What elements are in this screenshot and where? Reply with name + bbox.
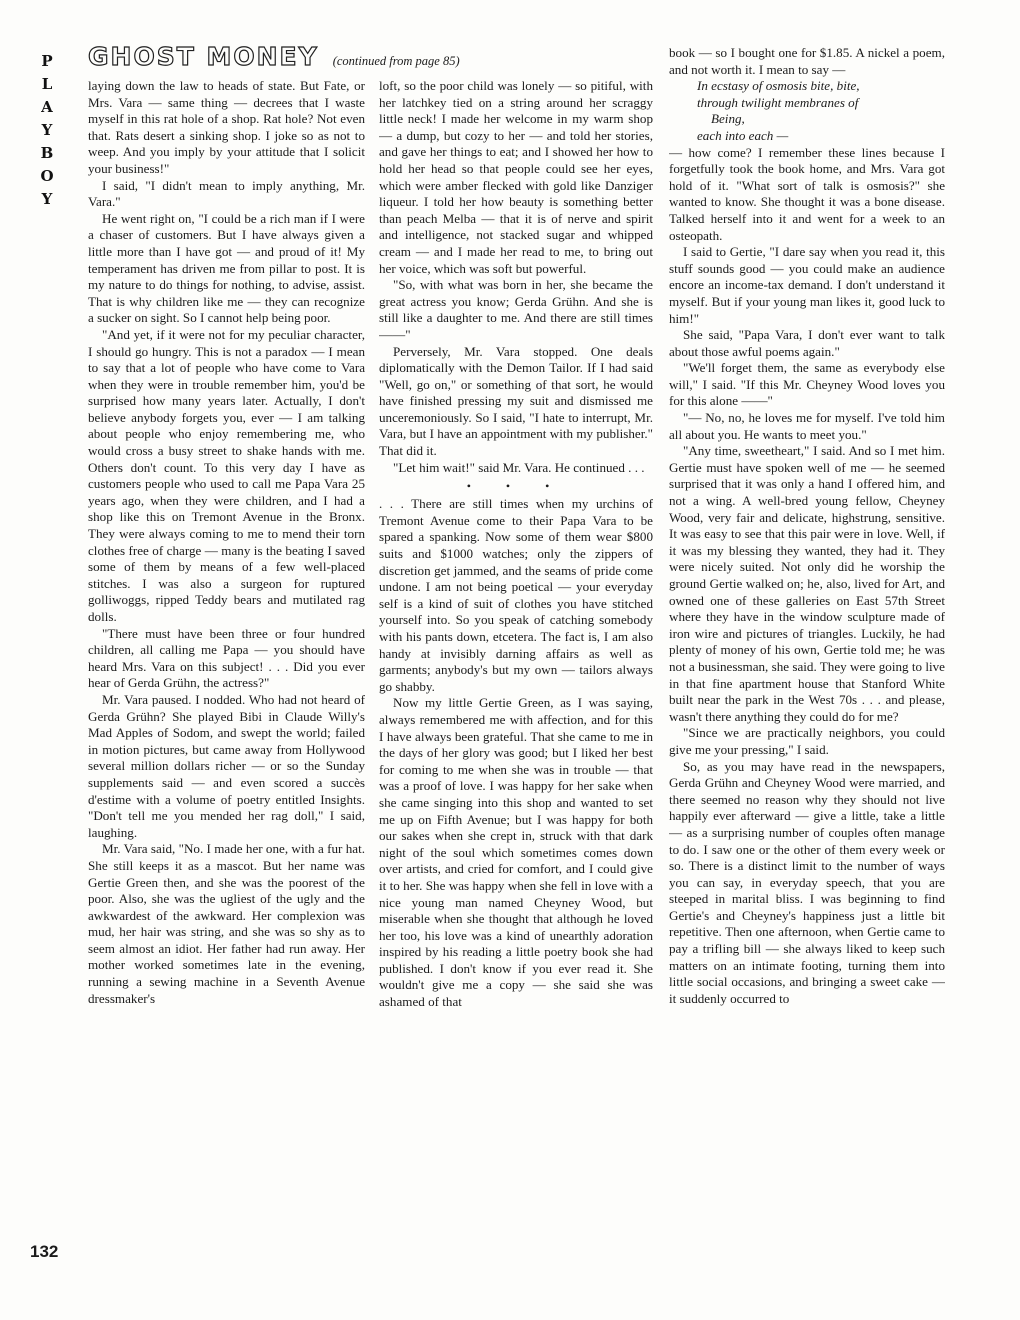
page-number: 132	[30, 1242, 59, 1261]
column-2	[379, 78, 653, 1293]
magazine-name-vertical	[36, 50, 58, 211]
paragraph: "Let him wait!" said Mr. Vara. He continued . . .	[393, 459, 645, 475]
magazine-letter: Y	[41, 190, 53, 208]
paragraph: Perversely, Mr. Vara stopped. One deals diplomatically with the Demon Tailor. If I had said "Well, go on," or something of that sort, he would have finished pressing my suit and dismissed me unceremoniously. So I said, "I hate to interrupt, Mr. Vara, but I have an appointment with my publisher." That did it.	[379, 343, 653, 459]
magazine-letter: A	[41, 98, 53, 116]
paragraph: I said to Gertie, "I dare say when you read it, this stuff sounds good — you could make an audience encore an income-tax demand. I don't understand it myself. But if your young man likes it, good luck to him!"	[669, 244, 945, 326]
paragraph: "— No, no, he loves me for myself. I've told him all about you. He wants to meet you."	[669, 410, 945, 442]
poem-quote	[669, 78, 945, 144]
paragraph: — how come? I remember these lines because I forgetfully took the book home, and Mrs. Vara got hold of it. "What sort of talk is osmosis?" she wanted to know. She thought it was a bone disease. Talked herself into it and went for a week to an osteopath.	[669, 144, 945, 243]
paragraph: book — so I bought one for $1.85. A nickel a poem, and not worth it. I mean to say —	[669, 45, 945, 77]
paragraph: I said, "I didn't mean to imply anything, Mr. Vara."	[88, 177, 365, 210]
paragraph: laying down the law to heads of state. But Fate, or Mrs. Vara — same thing — decrees that I waste myself in this rat hole of a shop. Rat hole? Not even that. Rats desert a sinking shop. I joke so as not to weep. And you imply by your attitude that I solicit your business!"	[88, 78, 365, 176]
section-break: • • •	[466, 479, 566, 494]
article-header	[88, 42, 460, 76]
paragraph: She said, "Papa Vara, I don't ever want to talk about those awful poems again."	[669, 327, 945, 359]
paragraph: "And yet, if it were not for my peculiar character, I should go hungry. This is not a paradox — I mean to say that a lot of people who have come to Vara when they were in trouble remember him, you'd be surprised how many years later. Actually, I don't believe anybody forgets you, ever — I am talking about people who enjoy remembering me, who would cross a busy street to shake hands with me. Others don't count. To this very day I have as customers people who used to call me Papa Vara 25 years ago, when they were children, and I had a shop like this on Tremont Avenue in the Bronx. They were always coming to me to mend their torn clothes free of charge — many is the beating I saved some of them by means of a few well-placed stitches. I was also a surgeon for ruptured golliwoggs, ripped Teddy bears and mutilated rag dolls.	[88, 326, 365, 624]
paragraph: Mr. Vara said, "No. I made her one, with a fur hat. She still keeps it as a mascot. But her name was Gertie Green then, and she was the poorest of the poor. Also, she was the ugliest of the ugly and the awkwardest of the awkward. Her complexion was mud, her hair was string, and she was so shy as to seem almost an idiot. Her father had run away. Her mother worked sometimes late in the evening, running a sewing machine in a Seventh Avenue dressmaker's	[88, 841, 365, 1006]
poem-line: Being,	[711, 111, 745, 127]
paragraph: loft, so the poor child was lonely — so pitiful, with her latchkey tied on a string around her scraggy little neck! I made her welcome in my warm shop — a dump, but cozy to her — and told her stories, and gave her things to eat; and I showed her how to hold her head so that people could see her eyes, which were amber flecked with gold like Danziger liqueur. I told her how beauty is something better than peach Melba — that it is of nerve and spirit and intelligence, not stacked sugar and whipped cream — and I made her read to me, to bring out her voice, which was soft but powerful.	[379, 78, 653, 276]
magazine-letter: Y	[41, 121, 53, 139]
paragraph: He went right on, "I could be a rich man if I were a chaser of customers. But I have always given a little more than I have got — and proud of it! My temperament has driven me from pillar to post. It is my nature to do things for nothing, to advise, assist. That is why children like me — they can recognize a sucker on sight. So I cannot help being poor.	[88, 210, 365, 326]
paragraph: "Since we are practically neighbors, you could give me your pressing," I said.	[669, 725, 945, 757]
magazine-letter: B	[40, 144, 54, 162]
paragraph: "Any time, sweetheart," I said. And so I met him. Gertie must have spoken well of me — he seemed surprised that it was only a hand I offered him, and not a wing. A well-bred young fellow, Cheyney Wood, very fair and delicate, highstrung, sensitive. It was easy to see that this pair were in love. Well, if it was my blessing they wanted, they had it. They were nicely suited. Not only did he worship the ground Gertie walked on; he, also, lived for Art, and owned one of these galleries on East 57th Street where they have in the window sculpture made of iron wire and pictures of triangles. Luckily, he had plenty of money of his own, Gertie told me; he was not a businessman, she said. They were going to live in that fine apartment house that Stanford White built near the park in the West 70s . . . and please, wasn't there anything they could do for me?	[669, 443, 945, 724]
poem-line: In ecstasy of osmosis bite, bite,	[697, 78, 860, 94]
column-3	[669, 45, 945, 1295]
paragraph: "We'll forget them, the same as everybody else will," I said. "If this Mr. Cheyney Wood loves you for this alone ——"	[669, 360, 945, 409]
poem-line: through twilight membranes of	[697, 94, 859, 110]
paragraph: "There must have been three or four hundred children, all calling me Papa — you should have heard Mrs. Vara on this subject! . . . Did you ever hear of Gerda Grühn, the actress?"	[88, 625, 365, 691]
paragraph: . . . There are still times when my urchins of Tremont Avenue come to their Papa Vara to be spared a spanking. Now some of them wear $800 suits and $1000 watches; only the zippers of discretion get jammed, and the seams of pride come undone. I am not being poetical — your everyday self is a kind of suit of clothes you have stitched yourself into. So you speak of catching somebody with his pants down, etcetera. The fact is, I am also handy at invisibly darning affairs as well as garments; anybody's but my own — tailors always go shabby.	[379, 496, 653, 694]
magazine-letter: L	[41, 75, 53, 93]
magazine-letter: O	[40, 167, 54, 185]
article-title: GHOST MONEY	[88, 42, 319, 71]
continued-note: (continued from page 85)	[332, 54, 460, 68]
poem-line: each into each —	[697, 127, 789, 143]
column-1	[88, 78, 365, 1293]
paragraph: Mr. Vara paused. I nodded. Who had not heard of Gerda Grühn? She played Bibi in Claude Willy's Mad Apples of Sodom, and swept the world; failed in motion pictures, but came away from Hollywood several million dollars richer — or so the Sunday supplements said — and even scored a succès d'estime with a volume of poetry entitled Insights. "Don't tell me you mended her rag doll," I said, laughing.	[88, 691, 365, 840]
paragraph: Now my little Gertie Green, as I was saying, always remembered me with affection, and for this I have always been grateful. That she came to me in the days of her glory was good; but I liked her best for coming to me when she was in trouble — that was a proof of love. I was happy for her sake when she came singing into this shop and wanted to set me up on Fifth Avenue; but I was happy for both our sakes when she crept in, struck with that dark night of the soul which sometimes comes down over artists, and cried for comfort, and I could give it to her. She was happy when she fell in love with a nice young man named Cheyney Wood, but miserable when she thought that although he loved her too, his love was a kind of unearthly adoration inspired by his reading a little poetry book she had published. I don't know if you ever read it. She wouldn't give me a copy — she said she was ashamed of that	[379, 695, 653, 1010]
paragraph: "So, with what was born in her, she became the great actress you know; Gerda Grühn. And she is still like a daughter to me. And there are still times ——"	[379, 277, 653, 342]
magazine-letter: P	[41, 52, 53, 70]
paragraph: So, as you may have read in the newspapers, Gerda Grühn and Cheyney Wood were married, and there seemed no reason why they should not live happily ever afterward — give a little, take a little — as a surprising number of couples often manage to do. I saw one or the other of them every week or so. There is a distinct limit to the number of ways you can say, in everyday speech, that you are steeped in marital bliss. I was beginning to find Gertie's and Cheyney's happiness just a little bit repetitive. Then one afternoon, when Gertie came to pay a trifling bill — she always liked to keep such matters on an intimate footing, turning them into little social occasions, and bringing a sweet cake — it suddenly occurred to	[669, 758, 945, 1006]
